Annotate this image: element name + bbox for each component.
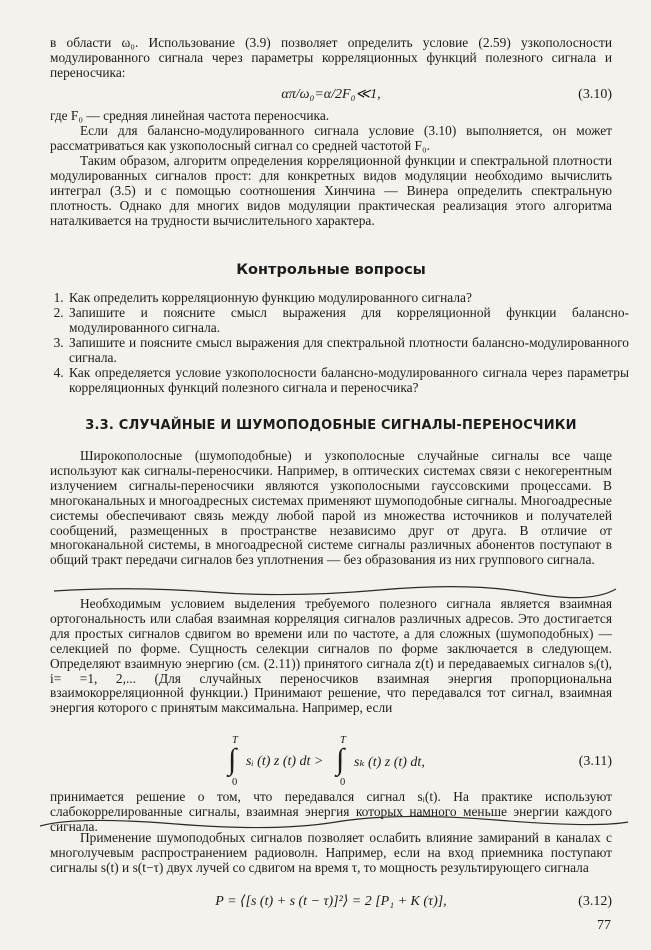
section-heading-3-3: 3.3. СЛУЧАЙНЫЕ И ШУМОПОДОБНЫЕ СИГНАЛЫ-ПЕРЕНОСЧИКИ xyxy=(85,418,577,433)
equation-3-12-number: (3.12) xyxy=(578,894,612,909)
question-item: 3. Запишите и поясните смысл выражения для спектральной плотности балансно-модулированного сигнала. xyxy=(67,335,629,365)
paragraph-fading: Применение шумоподобных сигналов позволяет ослабить влияние замираний в каналах с многолучевым распространением радиоволн. Например, если на вход приемника поступают сигналы s(t) и s(t−τ) двух лучей со сдвигом на время τ, то мощность результирующего сигнала xyxy=(50,830,612,875)
integral-lower-limit: 0 xyxy=(340,777,346,788)
integral-upper-limit: T xyxy=(232,735,238,746)
question-item: 4. Как определяется условие узкополосности балансно-модулированного сигнала через параметры корреляционных функций полезного сигнала и переносчика? xyxy=(67,365,629,395)
section-heading-control-questions: Контрольные вопросы xyxy=(236,262,426,278)
paragraph-narrowband-condition: в области ω₀. Использование (3.9) позволяет определить условие (2.59) узкополосности модулированного сигнала через параметры корреляционных функций полезного сигнала и переносчика: xyxy=(50,35,612,80)
integrand-left: sᵢ (t) z (t) dt > xyxy=(246,754,324,769)
equation-3-12-expression: P = ⟨[s (t) + s (t − τ)]²⟩ = 2 [P₁ + K (τ)], xyxy=(215,894,447,909)
questions-list xyxy=(50,290,629,395)
equation-3-10-expression: απ/ω₀=α/2F₀≪1, xyxy=(281,87,381,102)
paragraph-form-selection: Необходимым условием выделения требуемого полезного сигнала является взаимная ортогональность или слабая взаимная корреляция сигналов различных адресов. Это достигается для простых сигналов сдвигом во времени или по частоте, а для сложных (шумоподобных) — селекцией по форме. Сущность селекции сигналов по форме заключается в следующем. Определяют взаимную энергию (см. (2.11)) принятого сигнала z(t) и передаваемых сигналов sᵢ(t), i= =1, 2,... (Для случайных переносчиков взаимная энергия пропорциональна взаимокорреляционной функции.) Принимают решение, что передавался тот сигнал, взаимная энергия которого с принятым максимальна. Например, если xyxy=(50,596,612,716)
question-item: 2. Запишите и поясните смысл выражения для корреляционной функции балансно-модулированного сигнала. xyxy=(67,305,629,335)
integral-upper-limit: T xyxy=(340,735,346,746)
integral-sign-icon: ∫ xyxy=(336,743,345,776)
paragraph-balanced-modulation: Если для балансно-модулированного сигнала условие (3.10) выполняется, он может рассматриваться как узкополосный сигнал со средней частотой F₀. xyxy=(50,123,612,153)
integral-lower-limit: 0 xyxy=(232,777,238,788)
paragraph-noise-like-carriers: Широкополосные (шумоподобные) и узкополосные случайные сигналы все чаще используют как сигналы-переносчики. Например, в оптических системах связи с некогерентным излучением сигналы-переносчики являются узкополосными гауссовскими процессами. В многоканальных и многоадресных системах применяют шумоподобные сигналы. Многоадресные системы обеспечивают связь между любой парой из множества источников и получателей сообщений, размещенных в пространстве независимо друг от друга. В отличие от многоканальной системы, в многоадресной системе сигналы различных абонентов поступают в общий тракт передачи сигналов без уплотнения — без образования из них группового сигнала. xyxy=(50,448,612,568)
paragraph-f0-definition: где F₀ — средняя линейная частота переносчика. xyxy=(50,108,330,123)
equation-3-11 xyxy=(50,735,612,795)
equation-3-10-number: (3.10) xyxy=(578,87,612,102)
paragraph-decision: принимается решение о том, что передавался сигнал sᵢ(t). На практике используют слабокоррелированные сигналы, взаимная энергия которых намного меньше энергии каждого сигнала. xyxy=(50,789,612,834)
integral-sign-icon: ∫ xyxy=(228,743,237,776)
equation-3-10 xyxy=(50,86,612,104)
equation-3-12 xyxy=(50,893,612,911)
page-number: 77 xyxy=(597,918,611,933)
question-item: 1. Как определить корреляционную функцию модулированного сигнала? xyxy=(67,290,629,305)
integrand-right: sₖ (t) z (t) dt, xyxy=(354,755,425,770)
equation-3-11-number: (3.11) xyxy=(578,754,612,769)
paragraph-algorithm-summary: Таким образом, алгоритм определения корреляционной функции и спектральной плотности модулированных сигналов прост: для конкретных видов модуляции необходимо вычислить интеграл (3.5) и с помощью соотношения Хинчина — Винера определить спектральную плотность. Однако для многих видов модуляции практическая реализация этого алгоритма наталкивается на трудности вычислительного характера. xyxy=(50,153,612,228)
